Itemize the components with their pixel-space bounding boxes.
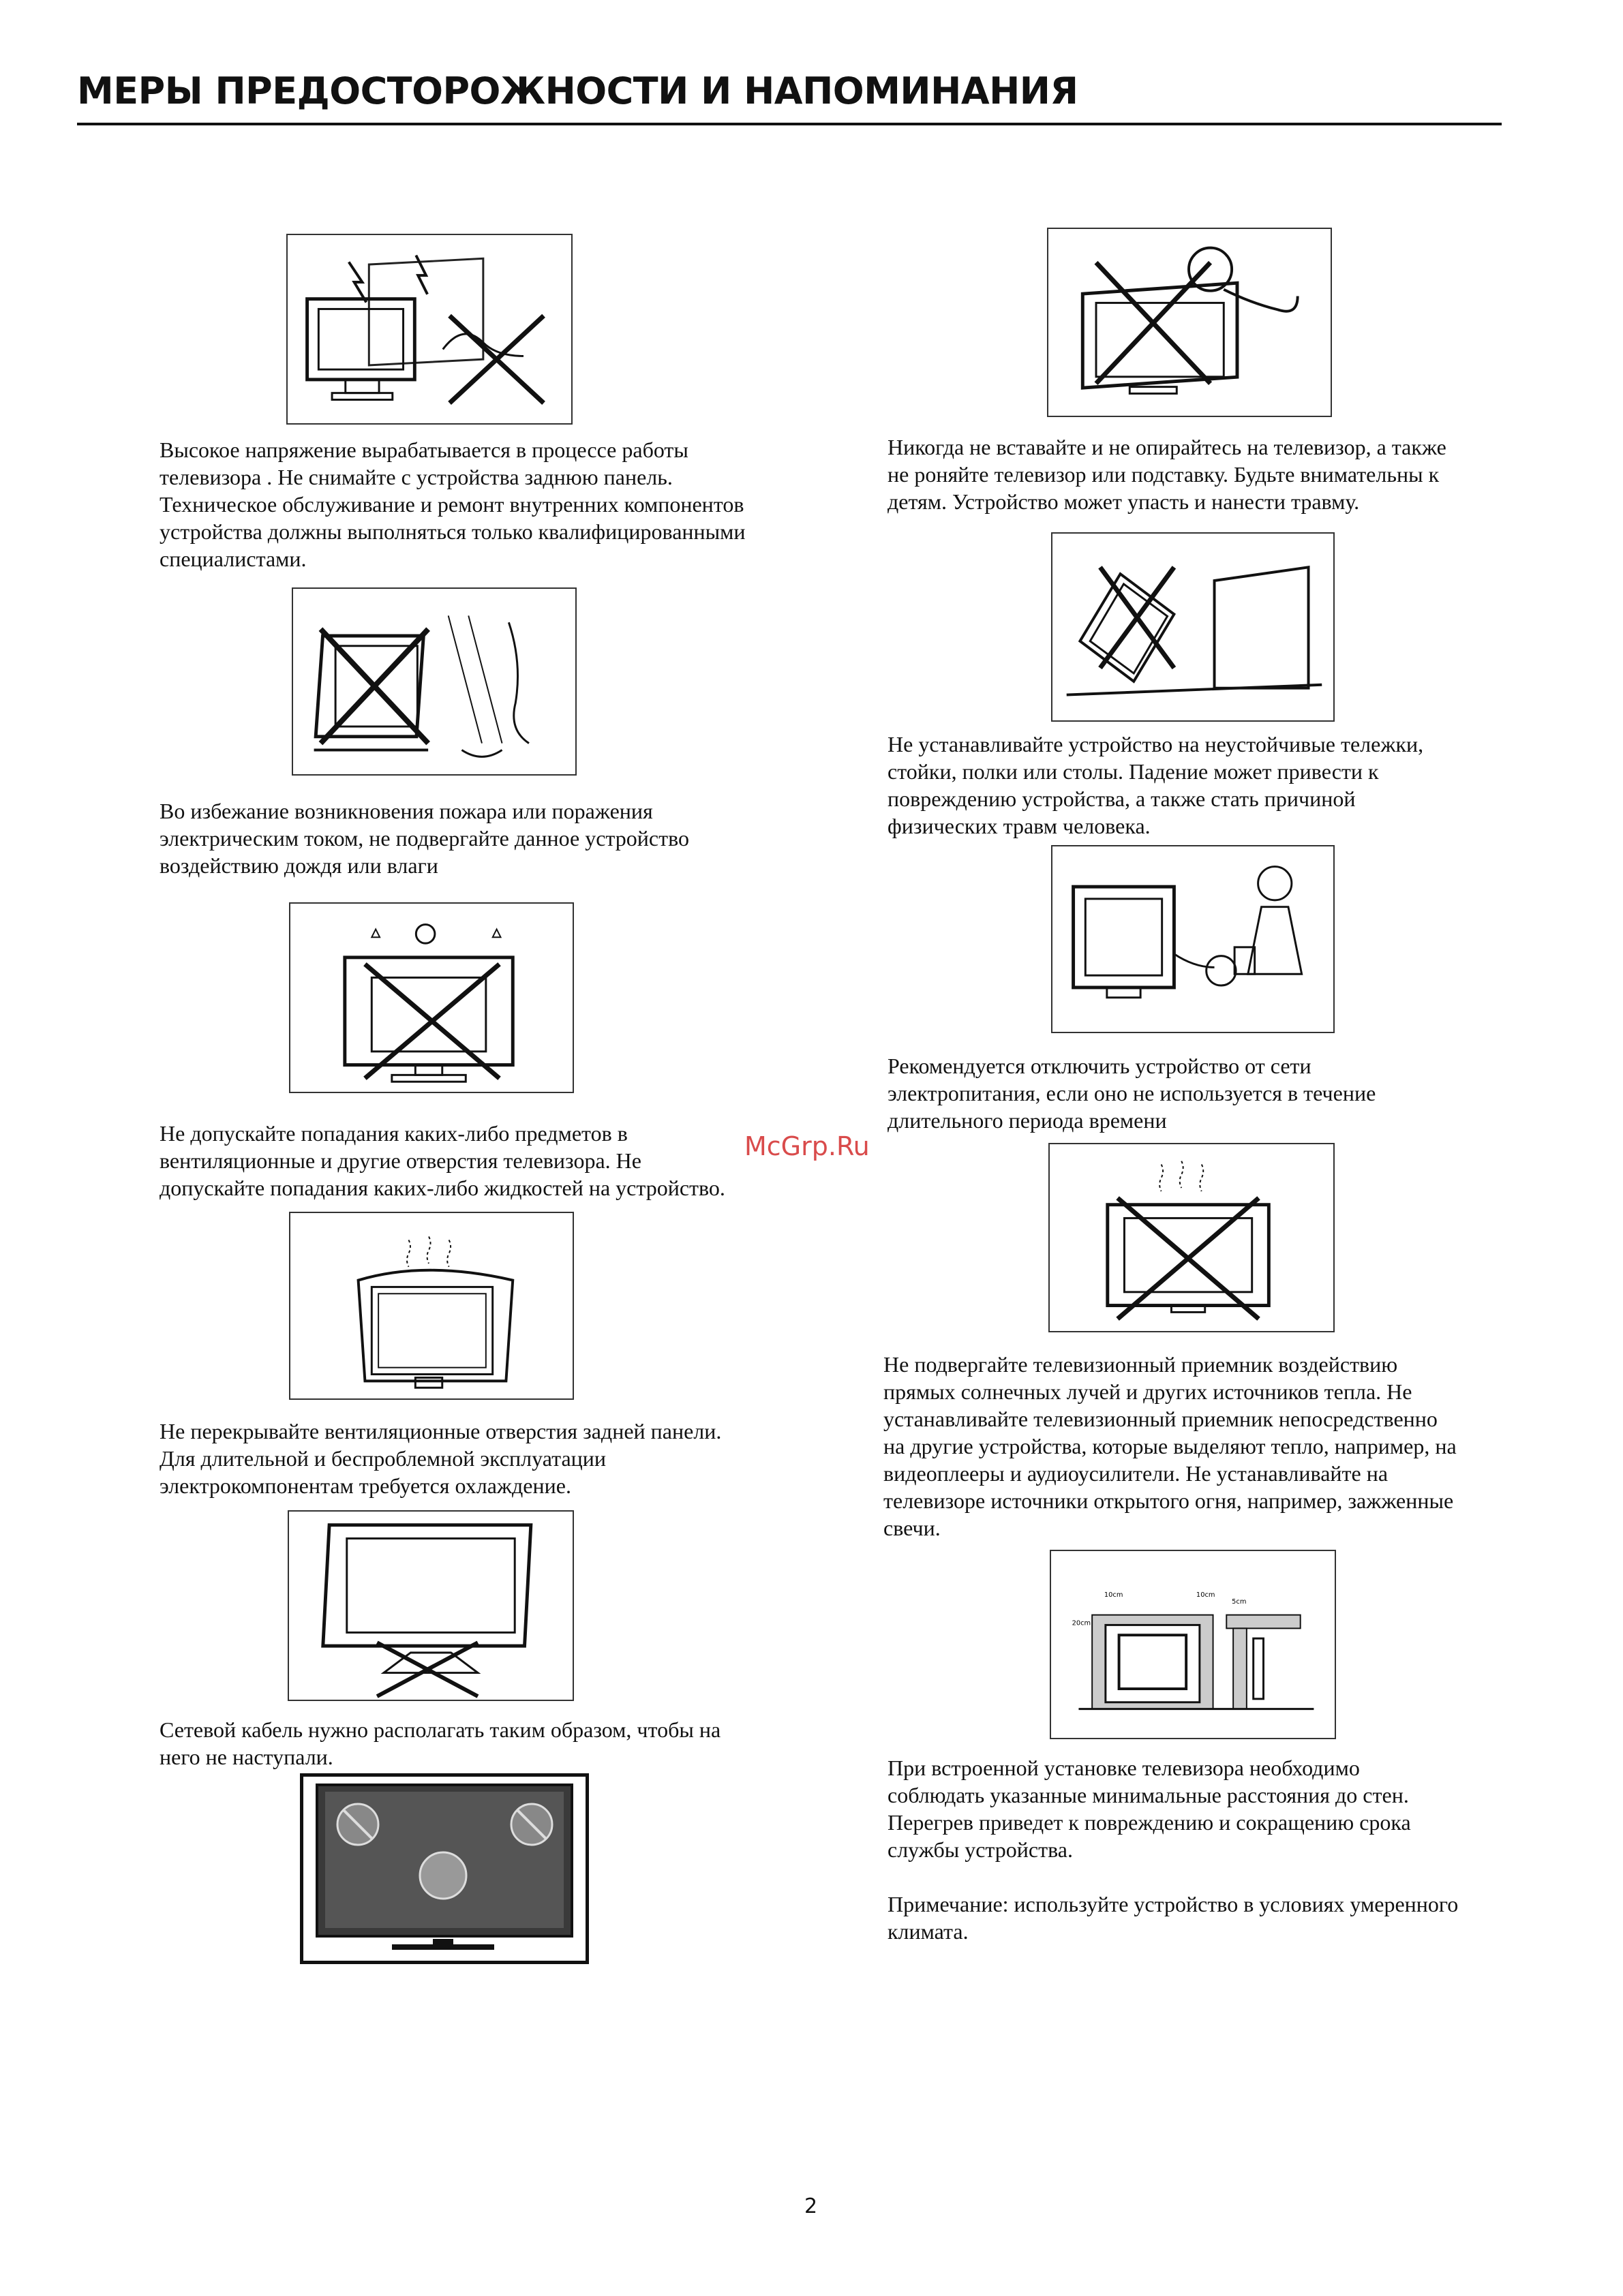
caption-unstable-surface: Не устанавливайте устройство на неустойчивые тележки, стойки, полки или столы. Падение может привести к повреждению устройства, а также стать причиной физических травм человека. <box>888 732 1424 838</box>
foreign-objects-illustration <box>290 904 573 1092</box>
power-cable-illustration <box>289 1512 573 1700</box>
ventilation-illustration <box>290 1213 573 1398</box>
clearance-label-side: 5cm <box>1232 1597 1247 1606</box>
heat-sources-illustration <box>1050 1144 1333 1331</box>
do-not-climb-illustration <box>1048 229 1331 416</box>
page-number: 2 <box>804 2194 818 2218</box>
caption-power-cable: Сетевой кабель нужно располагать таким образом, чтобы на него не наступали. <box>160 1717 721 1769</box>
unplug-illustration <box>1052 846 1333 1032</box>
figure-high-voltage <box>286 234 573 425</box>
caption-foreign-objects: Не допускайте попадания каких-либо предметов в вентиляционные и другие отверстия телевизора. Не допускайте попадания каких-либо жидкостей на устройство. <box>160 1121 725 1200</box>
clearance-label-top-right: 10cm <box>1196 1591 1215 1599</box>
caption-high-voltage: Высокое напряжение вырабатывается в процессе работы телевизора . Не снимайте с устройства заднюю панель. Техническое обслуживание и ремонт внутренних компонентов устройства должны выполняться только квалифицированными специалистами. <box>160 438 746 571</box>
figure-foreign-objects <box>289 902 574 1093</box>
caption-heat-sources: Не подвергайте телевизионный приемник воздействию прямых солнечных лучей и других источников тепла. Не устанавливайте телевизионный приемник непосредственно на другие устройства, которые выделяют тепло, например, на видеоплееры и аудиоусилители. Не устанавливайте на телевизоре источники открытого огня, например, зажженные свечи. <box>883 1352 1457 1540</box>
figure-rain-moisture <box>292 587 577 776</box>
figure-unplug <box>1051 845 1335 1033</box>
figure-unstable-surface <box>1051 532 1335 722</box>
clearance-label-left: 20cm <box>1072 1619 1091 1627</box>
rain-moisture-illustration <box>293 589 575 774</box>
caption-ventilation: Не перекрывайте вентиляционные отверстия задней панели. Для длительной и беспроблемной эксплуатации электрокомпонентам требуется охлаждение. <box>160 1419 722 1498</box>
caption-climate-note: Примечание: используйте устройство в условиях умеренного климата. <box>888 1892 1459 1944</box>
clearance-label-top-left: 10cm <box>1104 1591 1123 1599</box>
figure-heat-sources <box>1048 1143 1335 1332</box>
title-rule <box>77 123 1502 125</box>
figure-power-cable <box>288 1510 574 1701</box>
caption-do-not-climb: Никогда не вставайте и не опирайтесь на телевизор, а также не роняйте телевизор или подставку. Будьте внимательны к детям. Устройство может упасть и нанести травму. <box>888 435 1446 514</box>
tv-overview-illustration <box>303 1777 586 1961</box>
high-voltage-illustration <box>288 235 571 423</box>
figure-do-not-climb <box>1047 228 1332 417</box>
figure-clearance <box>1050 1550 1336 1739</box>
clearance-illustration <box>1051 1551 1335 1738</box>
figure-ventilation <box>289 1212 574 1400</box>
caption-clearance: При встроенной установке телевизора необходимо соблюдать указанные минимальные расстояния до стен. Перегрев приведет к повреждению и сокращению срока службы устройства. <box>888 1756 1411 1862</box>
watermark: McGrp.Ru <box>744 1131 870 1161</box>
caption-rain-moisture: Во избежание возникновения пожара или поражения электрическим током, не подвергайте данное устройство воздействию дождя или влаги <box>160 799 689 878</box>
figure-tv-overview <box>300 1773 589 1964</box>
unstable-surface-illustration <box>1052 534 1333 720</box>
page-title: МЕРЫ ПРЕДОСТОРОЖНОСТИ И НАПОМИНАНИЯ <box>77 70 1078 112</box>
caption-unplug: Рекомендуется отключить устройство от сети электропитания, если оно не используется в течение длительного периода времени <box>888 1054 1376 1133</box>
